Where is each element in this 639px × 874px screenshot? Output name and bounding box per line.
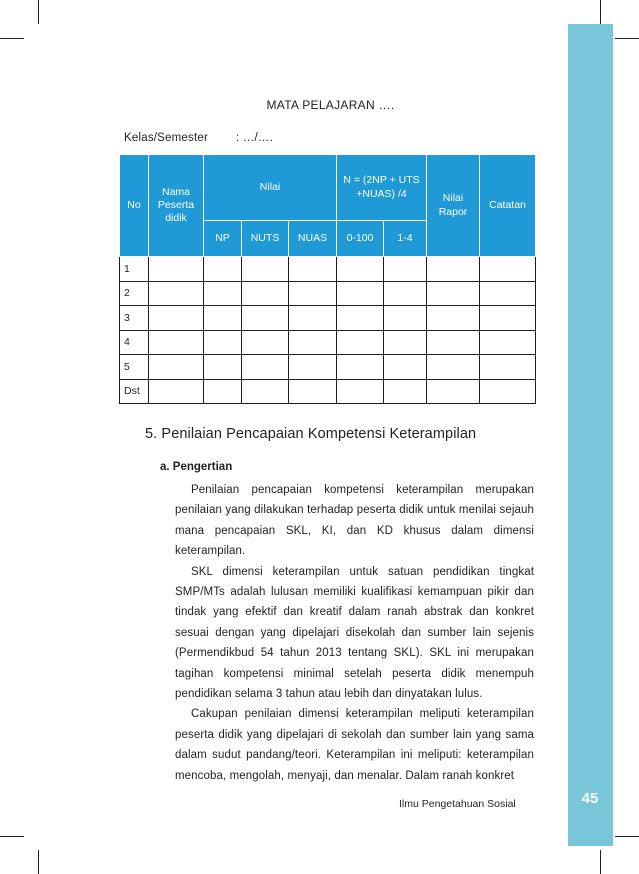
- table-row: [120, 330, 536, 355]
- row-number: Dst: [120, 379, 149, 404]
- header-np: NP: [204, 221, 242, 257]
- header-nuas: NUAS: [289, 221, 337, 257]
- document-title: MATA PELAJARAN ….: [266, 98, 395, 112]
- table-row: [120, 281, 536, 306]
- header-nilai-rapor: Nilai Rapor: [427, 155, 480, 257]
- page-number: 45: [581, 790, 599, 807]
- kelas-label: Kelas/Semester: [124, 132, 208, 144]
- crop-mark: [615, 836, 639, 837]
- paragraph: Cakupan penilaian dimensi keterampilan meliputi keterampilan peserta didik yang dipelajari di sekolah dan sumber lain yang sama dalam sudut pandang/teori. Keterampilan ini meliputi: keterampilan mencoba, mengolah, menyaji, dan menalar. Dalam ranah konkret: [175, 708, 534, 782]
- row-number: 2: [120, 281, 149, 306]
- table-row: [120, 355, 536, 380]
- header-catatan: Catatan: [480, 155, 536, 257]
- header-nama: Nama Peserta didik: [149, 155, 204, 257]
- table-row: [120, 257, 536, 282]
- row-number: 4: [120, 330, 149, 355]
- sub-heading: a. Pengertian: [160, 461, 233, 473]
- header-range-4: 1-4: [384, 221, 427, 257]
- row-number: 1: [120, 257, 149, 282]
- header-range-100: 0-100: [337, 221, 384, 257]
- kelas-semester-line: [124, 132, 273, 144]
- crop-mark: [615, 38, 639, 39]
- crop-mark: [0, 38, 24, 39]
- header-n-formula: N = (2NP + UTS +NUAS) /4: [337, 155, 427, 221]
- paragraph: SKL dimensi keterampilan untuk satuan pendidikan tingkat SMP/MTs adalah lulusan memiliki kualifikasi kemampuan pikir dan tindak yang efektif dan kreatif dalam ranah abstrak dan konkret sesuai dengan yang dipelajari disekolah dan sumber lain sejenis (Permendikbud 54 tahun 2013 tentang SKL). SKL ini merupakan tagihan kompetensi minimal setelah peserta didik menempuh pendidikan selama 3 tahun atau lebih dan dinyatakan lulus.: [175, 565, 534, 701]
- side-bar: [568, 24, 613, 846]
- row-number: 5: [120, 355, 149, 380]
- crop-mark: [600, 0, 601, 24]
- footer-subject: Ilmu Pengetahuan Sosial: [399, 798, 516, 810]
- header-no: No: [120, 155, 149, 257]
- header-nilai: Nilai: [204, 155, 337, 221]
- body-text: [175, 480, 534, 786]
- header-nuts: NUTS: [242, 221, 289, 257]
- crop-mark: [38, 0, 39, 24]
- paragraph: Penilaian pencapaian kompetensi keterampilan merupakan penilaian yang dilakukan terhadap peserta didik untuk menilai sejauh mana pencapaian SKL, KI, dan KD khusus dalam dimensi keterampilan.: [175, 484, 534, 558]
- row-number: 3: [120, 306, 149, 331]
- crop-mark: [38, 850, 39, 874]
- table-row: [120, 306, 536, 331]
- grade-table: [119, 154, 536, 404]
- kelas-value: : …/….: [236, 132, 273, 144]
- crop-mark: [600, 850, 601, 874]
- crop-mark: [0, 836, 24, 837]
- table-row: [120, 379, 536, 404]
- section-heading: 5. Penilaian Pencapaian Kompetensi Keterampilan: [145, 426, 477, 442]
